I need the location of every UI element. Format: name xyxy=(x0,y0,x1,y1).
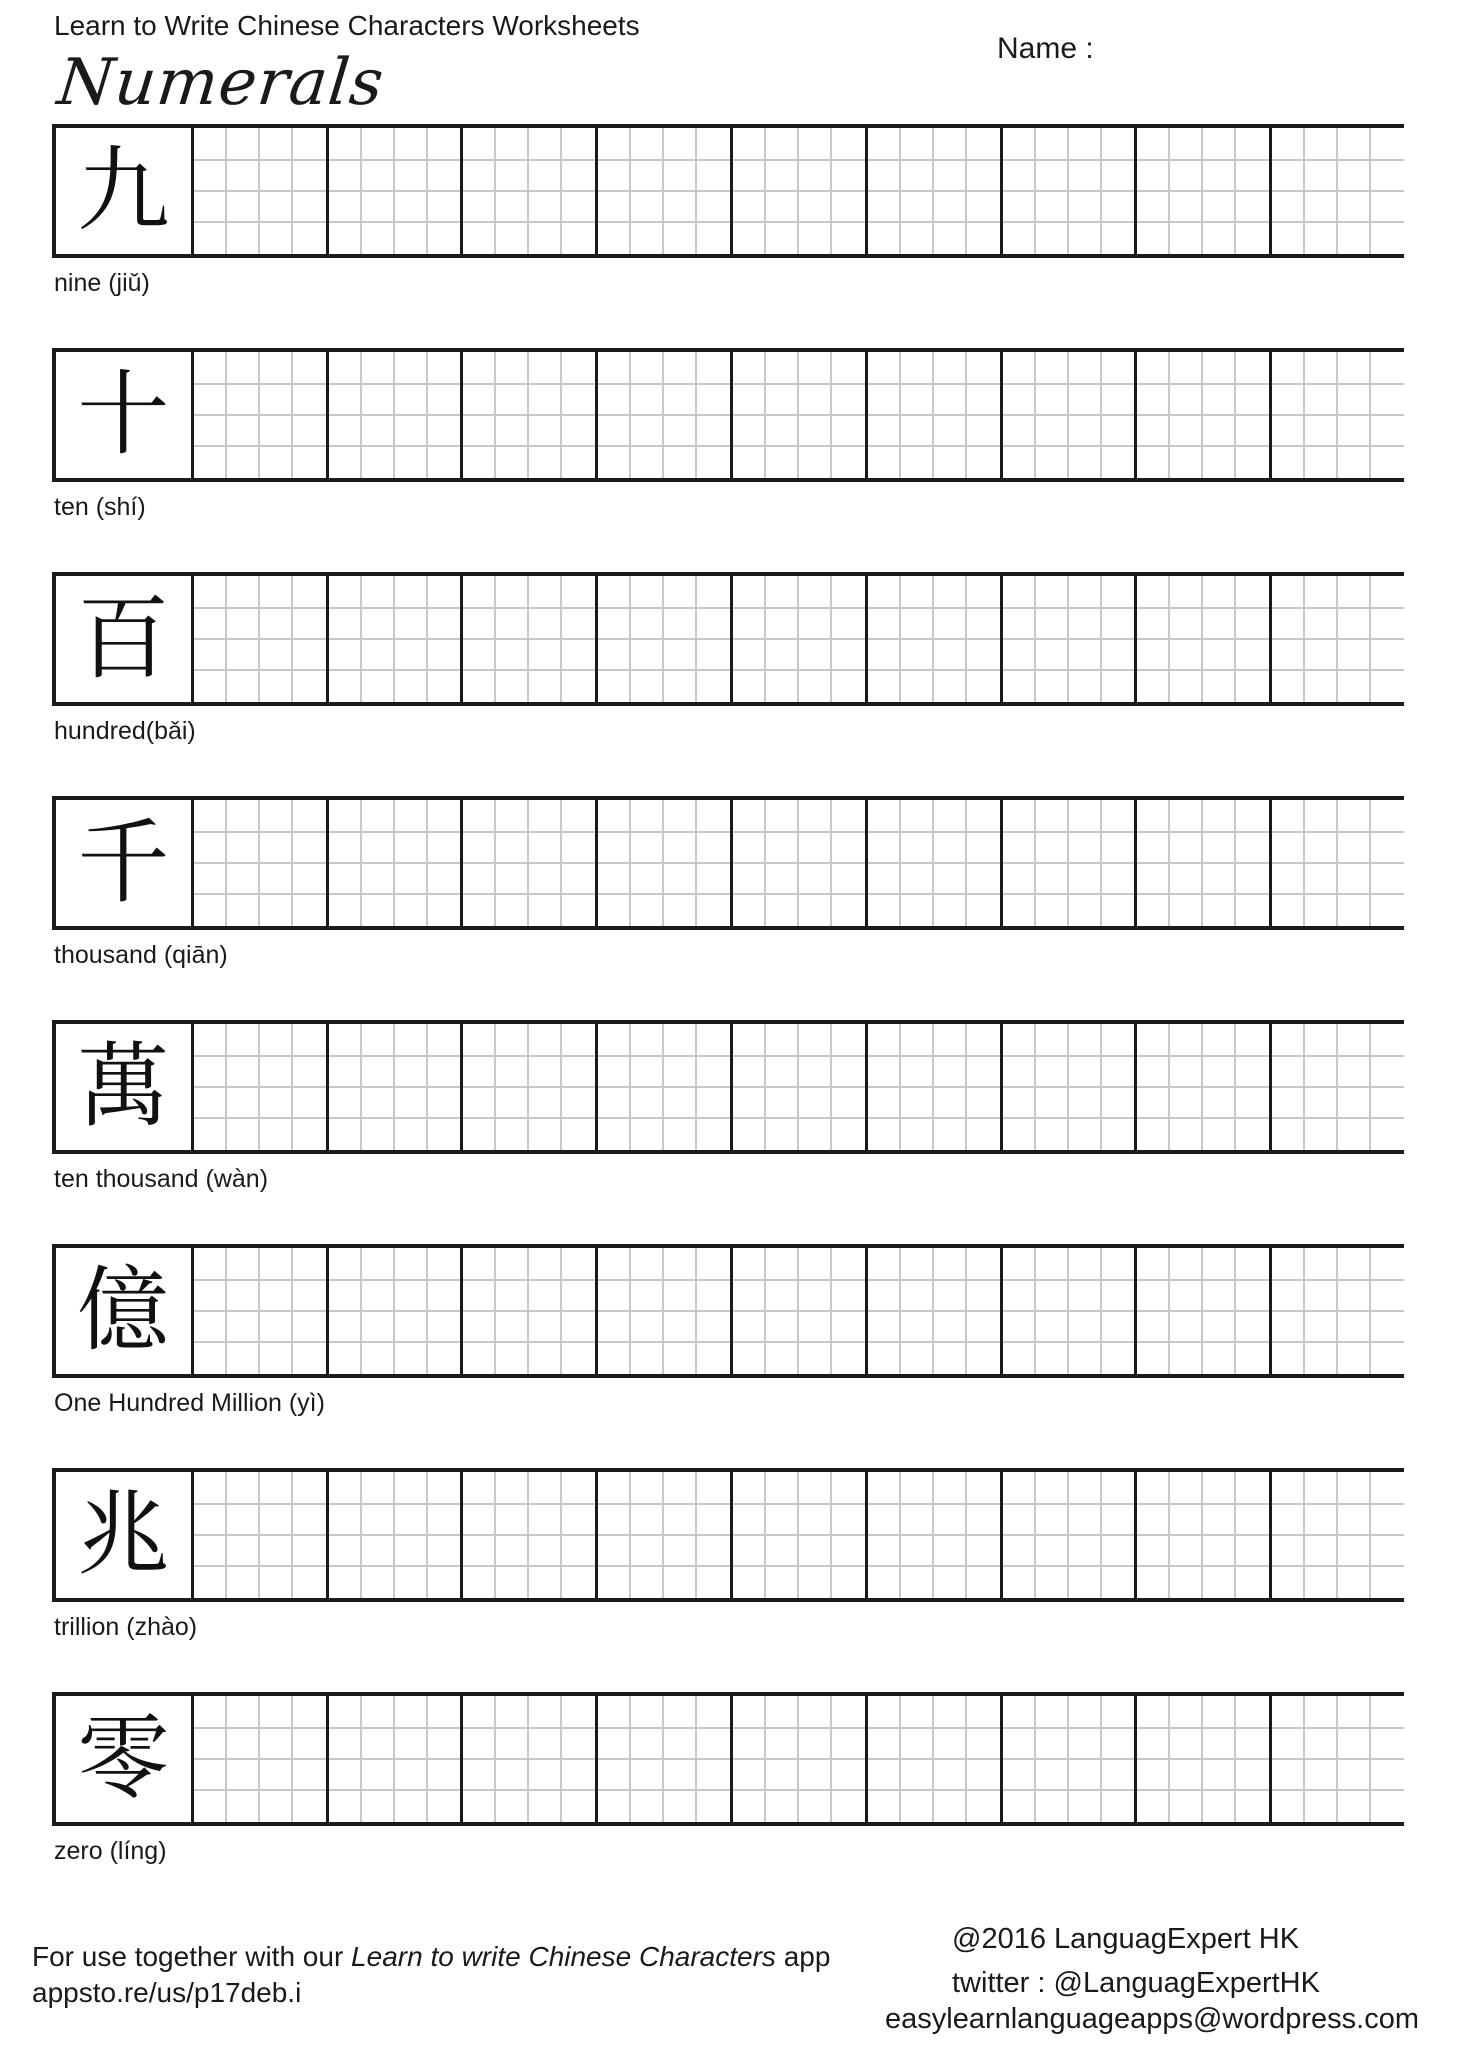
practice-row xyxy=(52,1468,1404,1602)
practice-grid-cell xyxy=(865,1696,1000,1822)
practice-grid-cell xyxy=(1134,352,1269,478)
model-character: 百 xyxy=(77,585,170,692)
practice-grid-cell xyxy=(326,1696,461,1822)
practice-grid-cell xyxy=(1000,1024,1135,1150)
practice-grid-cell xyxy=(865,576,1000,702)
footer-copyright: @2016 LanguagExpert HK xyxy=(952,1923,1300,1955)
practice-row xyxy=(52,1692,1404,1826)
row-label: thousand (qiān) xyxy=(54,941,228,969)
footer-twitter: twitter : @LanguagExpertHK xyxy=(952,1967,1320,1999)
practice-grid-cell xyxy=(730,352,865,478)
practice-grid-cell xyxy=(326,1024,461,1150)
model-character-cell xyxy=(56,800,191,926)
practice-grid-cell xyxy=(191,1024,326,1150)
row-label: ten (shí) xyxy=(54,493,146,521)
practice-grid-cell xyxy=(595,576,730,702)
practice-grid-cell xyxy=(1000,1472,1135,1598)
practice-grid-cell xyxy=(595,352,730,478)
row-label: hundred(bǎi) xyxy=(54,717,196,745)
practice-grid-cell xyxy=(1134,1248,1269,1374)
row-label: nine (jiǔ) xyxy=(54,269,150,297)
practice-grid-cell xyxy=(460,1248,595,1374)
practice-grid-cell xyxy=(865,1472,1000,1598)
practice-grid-cell xyxy=(460,128,595,254)
footer-credits xyxy=(952,1917,1320,2005)
practice-grid-cell xyxy=(595,1024,730,1150)
model-character: 萬 xyxy=(77,1033,170,1140)
model-character: 億 xyxy=(77,1257,170,1364)
practice-grid-cell xyxy=(865,128,1000,254)
practice-grid-cell xyxy=(191,1472,326,1598)
model-character: 十 xyxy=(77,361,170,468)
practice-grid-cell xyxy=(191,576,326,702)
worksheet-title: Learn to Write Chinese Characters Worksheets xyxy=(54,10,640,41)
footer-app-link: appsto.re/us/p17deb.i xyxy=(32,1977,302,2008)
practice-grid-cell xyxy=(1269,352,1404,478)
name-label: Name : xyxy=(997,32,1094,65)
practice-grid-cell xyxy=(595,1472,730,1598)
practice-grid-cell xyxy=(326,576,461,702)
practice-grid-cell xyxy=(460,1472,595,1598)
model-character-cell xyxy=(56,1472,191,1598)
model-character: 九 xyxy=(77,137,170,244)
practice-grid-cell xyxy=(1134,800,1269,926)
row-label: trillion (zhào) xyxy=(54,1613,198,1641)
practice-grid-cell xyxy=(191,352,326,478)
model-character-cell xyxy=(56,1248,191,1374)
practice-grid-cell xyxy=(1134,1472,1269,1598)
practice-grid-cell xyxy=(326,352,461,478)
practice-grid-cell xyxy=(1000,1248,1135,1374)
practice-grid-cell xyxy=(1269,800,1404,926)
model-character-cell xyxy=(56,1024,191,1150)
footer-email: easylearnlanguageapps@wordpress.com xyxy=(885,2003,1420,2035)
practice-grid-cell xyxy=(191,128,326,254)
practice-grid-cell xyxy=(865,800,1000,926)
practice-grid-cell xyxy=(595,1696,730,1822)
practice-grid-cell xyxy=(595,800,730,926)
model-character: 兆 xyxy=(77,1481,170,1588)
footer-app-line xyxy=(32,1939,830,1975)
practice-row xyxy=(52,1244,1404,1378)
practice-grid-cell xyxy=(191,1248,326,1374)
practice-grid-cell xyxy=(730,800,865,926)
practice-grid-cell xyxy=(730,1024,865,1150)
practice-grid-cell xyxy=(1134,1024,1269,1150)
practice-grid-cell xyxy=(460,352,595,478)
practice-grid-cell xyxy=(730,1248,865,1374)
practice-grid-cell xyxy=(326,1248,461,1374)
practice-row xyxy=(52,796,1404,930)
model-character-cell xyxy=(56,352,191,478)
model-character-cell xyxy=(56,576,191,702)
practice-grid-cell xyxy=(730,1696,865,1822)
model-character-cell xyxy=(56,128,191,254)
footer-app-name: Learn to write Chinese Characters xyxy=(351,1941,776,1972)
practice-grid-cell xyxy=(460,576,595,702)
practice-grid-cell xyxy=(1269,128,1404,254)
practice-grid-cell xyxy=(326,128,461,254)
practice-grid-cell xyxy=(1269,1696,1404,1822)
practice-grid-cell xyxy=(1134,576,1269,702)
worksheet-subtitle: Numerals xyxy=(54,46,388,120)
practice-grid-cell xyxy=(326,1472,461,1598)
practice-grid-cell xyxy=(191,800,326,926)
practice-grid-cell xyxy=(1269,1472,1404,1598)
practice-grid-cell xyxy=(1134,1696,1269,1822)
practice-grid-cell xyxy=(1269,1024,1404,1150)
practice-grid-cell xyxy=(326,800,461,926)
practice-grid-cell xyxy=(865,352,1000,478)
practice-grid-cell xyxy=(1000,128,1135,254)
practice-grid-cell xyxy=(730,1472,865,1598)
practice-grid-cell xyxy=(730,576,865,702)
practice-grid-cell xyxy=(865,1024,1000,1150)
row-label: zero (líng) xyxy=(54,1837,167,1865)
practice-grid-cell xyxy=(1000,800,1135,926)
practice-grid-cell xyxy=(865,1248,1000,1374)
row-label: ten thousand (wàn) xyxy=(54,1165,269,1193)
practice-row xyxy=(52,348,1404,482)
footer-prefix: For use together with our xyxy=(32,1941,352,1972)
footer-app-note xyxy=(32,1939,830,2011)
practice-row xyxy=(52,1020,1404,1154)
practice-grid-cell xyxy=(460,1024,595,1150)
model-character-cell xyxy=(56,1696,191,1822)
practice-grid-cell xyxy=(595,1248,730,1374)
model-character: 千 xyxy=(77,809,170,916)
practice-grid-cell xyxy=(460,800,595,926)
practice-grid-cell xyxy=(1000,576,1135,702)
practice-row xyxy=(52,124,1404,258)
practice-grid-cell xyxy=(730,128,865,254)
practice-grid-cell xyxy=(191,1696,326,1822)
practice-grid-cell xyxy=(1000,1696,1135,1822)
row-label: One Hundred Million (yì) xyxy=(54,1389,325,1417)
practice-grid-cell xyxy=(595,128,730,254)
practice-grid-cell xyxy=(1269,1248,1404,1374)
practice-row xyxy=(52,572,1404,706)
practice-grid-cell xyxy=(1000,352,1135,478)
practice-grid-cell xyxy=(460,1696,595,1822)
model-character: 零 xyxy=(77,1705,170,1812)
footer-suffix: app xyxy=(775,1941,831,1972)
practice-grid-cell xyxy=(1269,576,1404,702)
practice-grid-cell xyxy=(1134,128,1269,254)
